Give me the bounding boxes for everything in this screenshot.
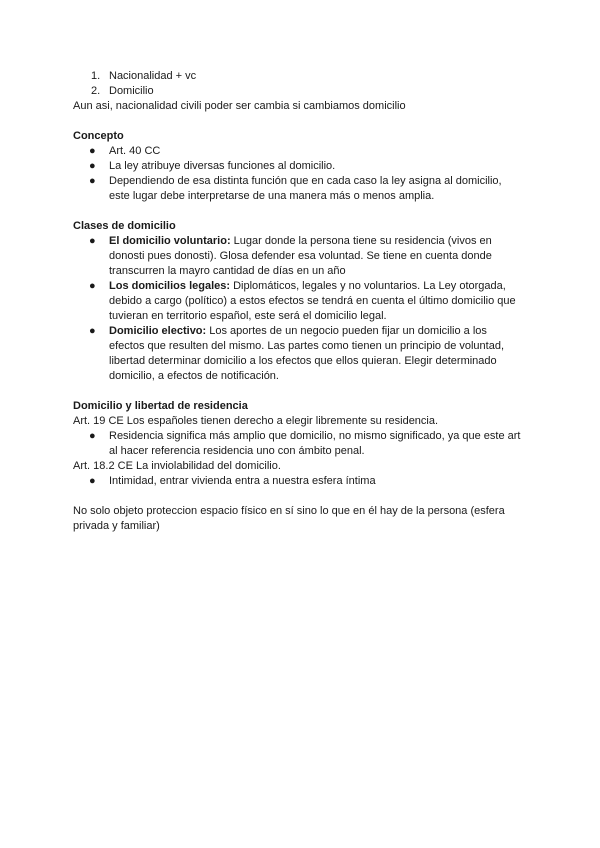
list-item-text: transcurren la mayro cantidad de días en un año	[109, 265, 346, 277]
list-item-text: La ley atribuye diversas funciones al domicilio.	[109, 160, 336, 172]
article-19-text: Art. 19 CE Los españoles tienen derecho a elegir libremente su residencia.	[73, 415, 439, 427]
list-item-text: Domicilio	[109, 85, 154, 97]
bullet-icon: ●	[89, 325, 96, 337]
list-item-text	[109, 324, 533, 339]
list-item	[73, 234, 533, 279]
list-item-text	[109, 234, 533, 249]
article-18-text: Art. 18.2 CE La inviolabilidad del domicilio.	[73, 460, 281, 472]
section-heading-concepto: Concepto	[73, 130, 124, 142]
closing-paragraph-line: privada y familiar)	[73, 520, 160, 532]
list-item	[73, 144, 533, 159]
list-item-text: domicilio, a efectos de notificación.	[109, 370, 279, 382]
term-label: Los domicilios legales:	[109, 280, 231, 292]
list-item-text: Intimidad, entrar vivienda entra a nuestra esfera íntima	[109, 475, 376, 487]
numbered-list	[73, 69, 533, 99]
list-item	[73, 159, 533, 174]
section-heading-residencia: Domicilio y libertad de residencia	[73, 400, 248, 412]
list-item-text: tuvieran en territorio español, este será el domicilio legal.	[109, 310, 387, 322]
bullet-icon: ●	[89, 145, 96, 157]
concepto-list	[73, 144, 533, 204]
list-item-text: al hacer referencia residencia uno con ámbito penal.	[109, 445, 365, 457]
list-item	[73, 474, 533, 489]
closing-paragraph-line: No solo objeto proteccion espacio físico en sí sino lo que en él hay de la persona (esfera	[73, 505, 505, 517]
list-item-text: donosti pues donosti). Glosa defender esa voluntad. Se tiene en cuenta donde	[109, 250, 492, 262]
list-item	[73, 429, 533, 459]
term-label: Domicilio electivo:	[109, 325, 207, 337]
list-item-text: este lugar debe interpretarse de una manera más o menos amplia.	[109, 190, 435, 202]
list-item-text: Nacionalidad + vc	[109, 70, 197, 82]
intro-paragraph: Aun asi, nacionalidad civili poder ser cambia si cambiamos domicilio	[73, 100, 406, 112]
list-item-text: Art. 40 CC	[109, 145, 161, 157]
list-item	[73, 279, 533, 324]
list-number: 2.	[91, 85, 101, 97]
list-item	[73, 324, 533, 384]
list-item-text: debido a cargo (político) a estos efectos se tendrá en cuenta el último domicilio que	[109, 295, 516, 307]
bullet-icon: ●	[89, 430, 96, 442]
term-description: Lugar donde la persona tiene su residencia (vivos en	[230, 235, 492, 247]
art19-list	[73, 429, 533, 459]
list-number: 1.	[91, 70, 101, 82]
list-item-text: efectos que resulten del mismo. Las partes como tienen un principio de voluntad,	[109, 340, 505, 352]
art18-list	[73, 474, 533, 489]
list-item	[73, 84, 533, 99]
list-item-text: libertad determinar domicilio a los efectos que ellos quieran. Elegir determinado	[109, 355, 497, 367]
term-description: Diplomáticos, legales y no voluntarios. La Ley otorgada,	[230, 280, 506, 292]
list-item	[73, 174, 533, 204]
document-content	[73, 69, 533, 534]
term-label: El domicilio voluntario:	[109, 235, 231, 247]
bullet-icon: ●	[89, 175, 96, 187]
bullet-icon: ●	[89, 160, 96, 172]
term-description: Los aportes de un negocio pueden fijar un domicilio a los	[206, 325, 487, 337]
list-item-text: Dependiendo de esa distinta función que en cada caso la ley asigna al domicilio,	[109, 175, 502, 187]
section-heading-clases: Clases de domicilio	[73, 220, 176, 232]
list-item	[73, 69, 533, 84]
bullet-icon: ●	[89, 475, 96, 487]
list-item-text	[109, 279, 533, 294]
bullet-icon: ●	[89, 280, 96, 292]
list-item-text: Residencia significa más amplio que domicilio, no mismo significado, ya que este art	[109, 430, 521, 442]
clases-list	[73, 234, 533, 384]
bullet-icon: ●	[89, 235, 96, 247]
